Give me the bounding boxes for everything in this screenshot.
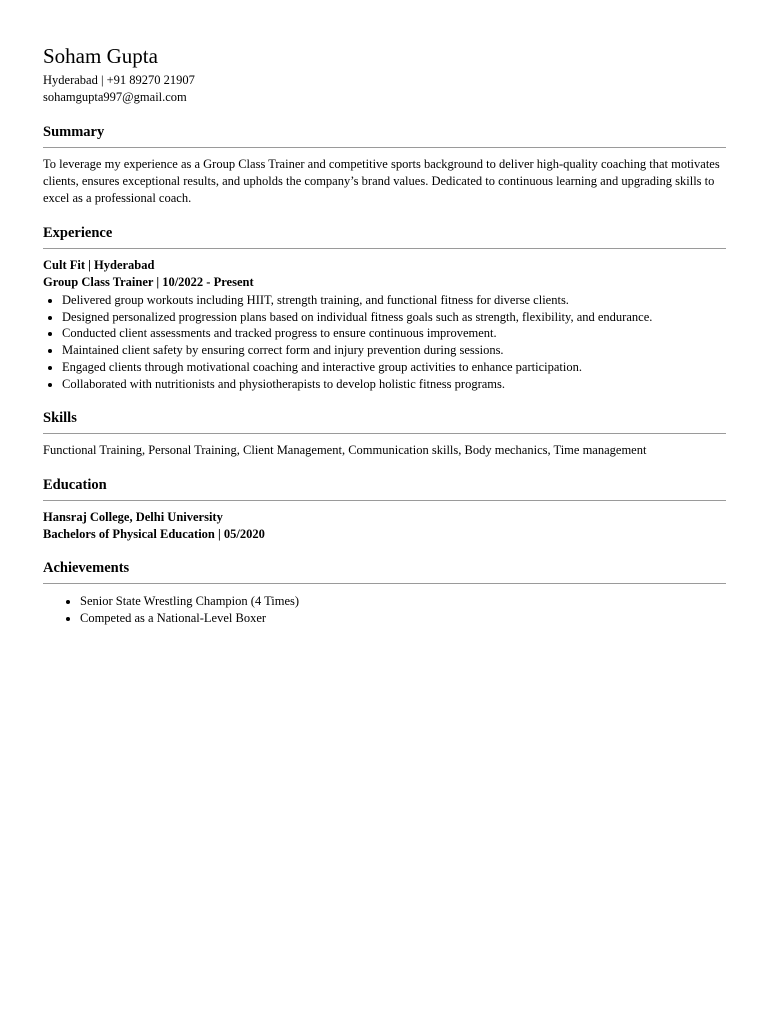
experience-heading: Experience	[43, 225, 113, 241]
list-item: • Competed as a National-Level Boxer	[80, 610, 726, 627]
section-divider	[43, 248, 726, 249]
list-item: • Maintained client safety by ensuring correct form and injury prevention during sessions.	[62, 342, 726, 359]
achievements-list	[43, 593, 726, 626]
summary-heading: Summary	[43, 124, 105, 140]
section-divider	[43, 433, 726, 434]
email-address: sohamgupta997@gmail.com	[43, 90, 187, 104]
section-divider	[43, 583, 726, 584]
education-heading: Education	[43, 477, 107, 494]
education-section	[43, 475, 726, 543]
job-bullets	[43, 292, 726, 392]
list-item: • Conducted client assessments and tracked progress to ensure continuous improvement.	[62, 325, 726, 342]
list-item: • Collaborated with nutritionists and physiotherapists to develop holistic fitness programs.	[62, 376, 726, 393]
skills-text: Functional Training, Personal Training, Client Management, Communication skills, Body mechanics, Time management	[43, 443, 647, 458]
achievements-heading: Achievements	[43, 560, 130, 577]
job-company: Cult Fit | Hyderabad	[43, 258, 155, 272]
list-item: • Delivered group workouts including HIIT, strength training, and functional fitness for diverse clients.	[62, 292, 726, 309]
skills-heading: Skills	[43, 410, 77, 427]
skills-section	[43, 408, 726, 459]
list-item: • Engaged clients through motivational coaching and interactive group activities to enhance participation.	[62, 359, 726, 376]
list-item: • Designed personalized progression plans based on individual fitness goals such as strength, flexibility, and endurance.	[62, 309, 726, 326]
summary-section	[43, 122, 726, 207]
candidate-name: Soham Gupta	[43, 44, 158, 68]
location-phone: Hyderabad | +91 89270 21907	[43, 73, 195, 87]
education-institution: Hansraj College, Delhi University	[43, 510, 223, 525]
achievements-section	[43, 558, 726, 626]
experience-section	[43, 223, 726, 392]
education-degree: Bachelors of Physical Education | 05/2020	[43, 527, 265, 542]
job-entry	[43, 257, 726, 392]
section-divider	[43, 500, 726, 501]
resume-header	[43, 42, 726, 106]
job-role: Group Class Trainer | 10/2022 - Present	[43, 275, 254, 289]
list-item: • Senior State Wrestling Champion (4 Times)	[80, 593, 726, 610]
section-divider	[43, 147, 726, 148]
summary-text: To leverage my experience as a Group Class Trainer and competitive sports background to deliver high-quality coaching that motivates clients, ensures exceptional results, and upholds the company’s brand values. Dedicated to continuous learning and upgrading skills to excel as a professional coach.	[43, 157, 720, 205]
